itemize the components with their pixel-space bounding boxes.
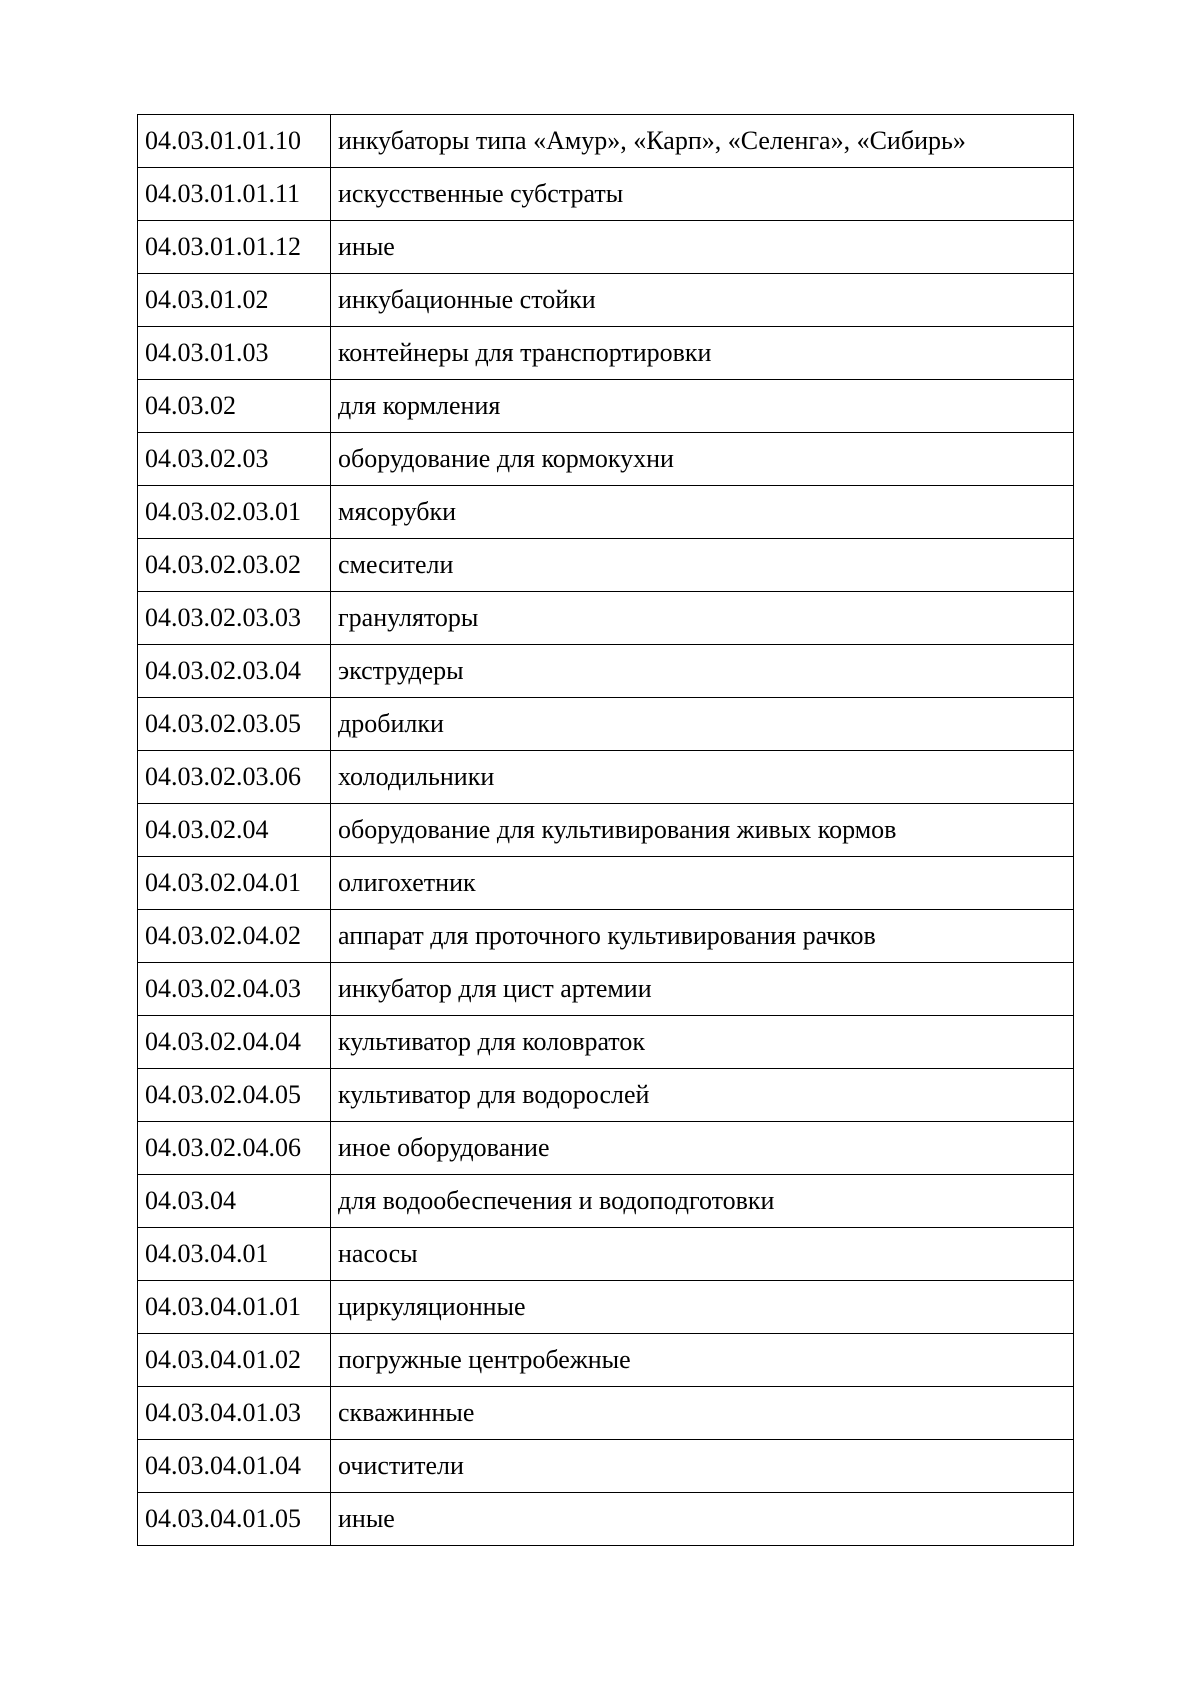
table-row bbox=[138, 115, 1074, 168]
name-cell: инкубационные стойки bbox=[331, 274, 1074, 327]
code-cell: 04.03.04.01.02 bbox=[138, 1334, 331, 1387]
name-cell: экструдеры bbox=[331, 645, 1074, 698]
table-row bbox=[138, 751, 1074, 804]
name-cell: циркуляционные bbox=[331, 1281, 1074, 1334]
name-cell: насосы bbox=[331, 1228, 1074, 1281]
name-cell: искусственные субстраты bbox=[331, 168, 1074, 221]
name-cell: олигохетник bbox=[331, 857, 1074, 910]
table-row bbox=[138, 539, 1074, 592]
code-cell: 04.03.02.04 bbox=[138, 804, 331, 857]
name-cell: погружные центробежные bbox=[331, 1334, 1074, 1387]
name-cell: иные bbox=[331, 221, 1074, 274]
table-body bbox=[138, 115, 1074, 1546]
table-row bbox=[138, 910, 1074, 963]
code-cell: 04.03.02.03.01 bbox=[138, 486, 331, 539]
table-row bbox=[138, 274, 1074, 327]
table-row bbox=[138, 1122, 1074, 1175]
table-row bbox=[138, 857, 1074, 910]
name-cell: аппарат для проточного культивирования рачков bbox=[331, 910, 1074, 963]
name-cell: культиватор для водорослей bbox=[331, 1069, 1074, 1122]
name-cell: для водообеспечения и водоподготовки bbox=[331, 1175, 1074, 1228]
code-cell: 04.03.04.01.03 bbox=[138, 1387, 331, 1440]
code-cell: 04.03.04.01 bbox=[138, 1228, 331, 1281]
code-cell: 04.03.04.01.05 bbox=[138, 1493, 331, 1546]
code-cell: 04.03.02.04.05 bbox=[138, 1069, 331, 1122]
table-row bbox=[138, 804, 1074, 857]
name-cell: оборудование для кормокухни bbox=[331, 433, 1074, 486]
name-cell: оборудование для культивирования живых кормов bbox=[331, 804, 1074, 857]
code-cell: 04.03.04 bbox=[138, 1175, 331, 1228]
name-cell: очистители bbox=[331, 1440, 1074, 1493]
code-cell: 04.03.02 bbox=[138, 380, 331, 433]
table-row bbox=[138, 645, 1074, 698]
table-row bbox=[138, 1228, 1074, 1281]
table-row bbox=[138, 1493, 1074, 1546]
code-cell: 04.03.02.03.03 bbox=[138, 592, 331, 645]
code-cell: 04.03.02.03.02 bbox=[138, 539, 331, 592]
code-cell: 04.03.02.03.06 bbox=[138, 751, 331, 804]
code-cell: 04.03.02.04.02 bbox=[138, 910, 331, 963]
name-cell: дробилки bbox=[331, 698, 1074, 751]
name-cell: скважинные bbox=[331, 1387, 1074, 1440]
code-cell: 04.03.02.04.03 bbox=[138, 963, 331, 1016]
table-row bbox=[138, 1069, 1074, 1122]
classification-table bbox=[137, 114, 1074, 1546]
table-row bbox=[138, 1016, 1074, 1069]
code-cell: 04.03.01.01.12 bbox=[138, 221, 331, 274]
name-cell: иные bbox=[331, 1493, 1074, 1546]
name-cell: контейнеры для транспортировки bbox=[331, 327, 1074, 380]
code-cell: 04.03.01.01.11 bbox=[138, 168, 331, 221]
name-cell: иное оборудование bbox=[331, 1122, 1074, 1175]
name-cell: холодильники bbox=[331, 751, 1074, 804]
name-cell: грануляторы bbox=[331, 592, 1074, 645]
name-cell: мясорубки bbox=[331, 486, 1074, 539]
name-cell: культиватор для коловраток bbox=[331, 1016, 1074, 1069]
code-cell: 04.03.04.01.04 bbox=[138, 1440, 331, 1493]
table-row bbox=[138, 1175, 1074, 1228]
table-row bbox=[138, 168, 1074, 221]
code-cell: 04.03.02.03 bbox=[138, 433, 331, 486]
table-row bbox=[138, 221, 1074, 274]
name-cell: инкубатор для цист артемии bbox=[331, 963, 1074, 1016]
code-cell: 04.03.02.04.04 bbox=[138, 1016, 331, 1069]
name-cell: инкубаторы типа «Амур», «Карп», «Селенга», «Сибирь» bbox=[331, 115, 1074, 168]
table-row bbox=[138, 592, 1074, 645]
table-row bbox=[138, 698, 1074, 751]
table-row bbox=[138, 1281, 1074, 1334]
code-cell: 04.03.04.01.01 bbox=[138, 1281, 331, 1334]
code-cell: 04.03.02.03.05 bbox=[138, 698, 331, 751]
code-cell: 04.03.02.03.04 bbox=[138, 645, 331, 698]
table-row bbox=[138, 433, 1074, 486]
table-row bbox=[138, 380, 1074, 433]
code-cell: 04.03.02.04.06 bbox=[138, 1122, 331, 1175]
table-row bbox=[138, 1334, 1074, 1387]
table-row bbox=[138, 1440, 1074, 1493]
table-row bbox=[138, 1387, 1074, 1440]
table-row bbox=[138, 327, 1074, 380]
name-cell: смесители bbox=[331, 539, 1074, 592]
table-row bbox=[138, 486, 1074, 539]
code-cell: 04.03.01.01.10 bbox=[138, 115, 331, 168]
table-row bbox=[138, 963, 1074, 1016]
code-cell: 04.03.01.03 bbox=[138, 327, 331, 380]
code-cell: 04.03.02.04.01 bbox=[138, 857, 331, 910]
name-cell: для кормления bbox=[331, 380, 1074, 433]
code-cell: 04.03.01.02 bbox=[138, 274, 331, 327]
